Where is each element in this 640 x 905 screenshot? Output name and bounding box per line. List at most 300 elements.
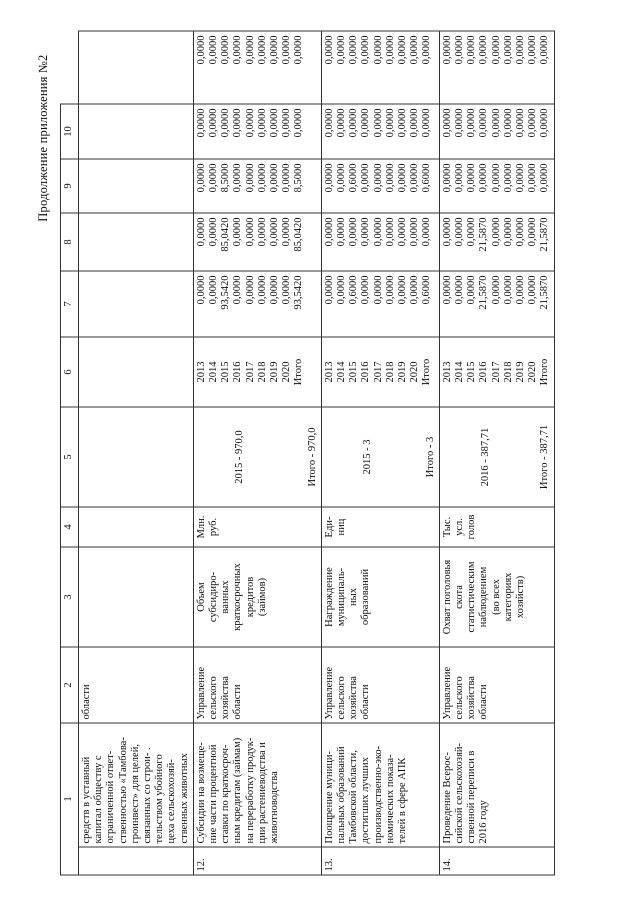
funding-other-cell-line: 0,0000: [360, 35, 372, 64]
year-list-cell-line: 2020: [409, 361, 421, 382]
funding-local-cell-line: 0,0000: [527, 108, 539, 137]
funding-total-cell: [321, 271, 439, 337]
measure-name-cell-line: Проведение Всерос-: [441, 751, 453, 843]
funding-regional-cell: [321, 159, 439, 213]
target-value-cell: [193, 407, 321, 507]
funding-total-cell-line: 0,0000: [269, 275, 281, 304]
funding-local-cell-line: 0,0000: [409, 108, 421, 137]
funding-federal-cell: [79, 213, 194, 271]
executor-cell-line: хозяйства: [220, 675, 232, 719]
indicator-cell: [439, 547, 554, 647]
funding-local-cell-line: 0,0000: [360, 108, 372, 137]
target-total-value: Итого - 970,0: [306, 427, 318, 486]
funding-local-cell-line: 0,0000: [478, 108, 490, 137]
indicator-cell-line: Объем: [195, 581, 207, 612]
year-list-cell-line: 2020: [527, 361, 539, 382]
funding-federal-cell-lines: [324, 217, 434, 267]
funding-regional-cell-line: 0,0000: [244, 163, 256, 192]
funding-regional-cell-line: 0,0000: [323, 163, 335, 192]
funding-regional-cell-lines: [324, 163, 434, 209]
funding-other-cell-line: 0,0000: [454, 35, 466, 64]
indicator-cell-line: образований: [360, 568, 372, 625]
target-total-value: Итого - 387,71: [539, 424, 551, 489]
funding-other-cell-line: 0,0000: [490, 35, 502, 64]
funding-federal-cell-line: 85,0420: [220, 217, 232, 252]
executor-cell-lines: [196, 650, 245, 719]
continuation-title: Продолжение приложения №2: [36, 54, 50, 222]
year-list-cell-line: 2015: [220, 361, 232, 382]
funding-total-cell-line: 0,0000: [409, 275, 421, 304]
year-list-cell-line: 2015: [466, 361, 478, 382]
unit-cell: [439, 507, 554, 547]
measure-name-cell-lines: [324, 726, 409, 843]
measure-name-cell-line: производственно-эко-: [372, 745, 384, 843]
year-list-cell-line: 2015: [348, 361, 360, 382]
rotated-page-content: [36, 30, 600, 875]
indicator-cell: [193, 547, 321, 647]
funding-regional-cell-line: 0,0000: [281, 163, 293, 192]
measure-name-cell-line: животноводства: [269, 770, 281, 843]
unit-cell: [193, 507, 321, 547]
indicator-cell-line: краткосрочных: [232, 562, 244, 631]
header-col-4: 4: [61, 507, 79, 547]
indicator-cell-lines: [324, 550, 373, 643]
year-list-cell-line: 2016: [360, 361, 372, 382]
funding-regional-cell-line: 0,0000: [397, 163, 409, 192]
executor-cell-line: области: [360, 683, 372, 719]
measure-name-cell-line: Тамбовской области,: [348, 749, 360, 843]
funding-regional-cell-line: 8,5000: [220, 163, 232, 192]
year-list-cell-lines: [442, 340, 552, 403]
funding-federal-cell-line: 0,0000: [348, 217, 360, 246]
funding-total-cell-line: 0,0000: [281, 275, 293, 304]
funding-other-cell: [321, 31, 439, 104]
year-list-cell-line: 2019: [515, 361, 527, 382]
executor-cell-line: области: [81, 683, 92, 719]
funding-other-cell-line: 0,0000: [293, 35, 305, 64]
indicator-cell-lines: [442, 550, 527, 643]
funding-regional-cell-line: 0,0000: [409, 163, 421, 192]
executor-cell-line: области: [478, 683, 490, 719]
funding-total-cell-line: 0,0000: [466, 275, 478, 304]
header-col-1: 1: [61, 723, 79, 875]
year-list-cell: [321, 337, 439, 407]
funding-federal-cell-line: 85,0420: [293, 217, 305, 252]
year-list-cell-line: 2016: [232, 361, 244, 382]
year-list-cell-line: 2016: [478, 361, 490, 382]
funding-local-cell-line: 0,0000: [490, 108, 502, 137]
executor-cell-line: Управление: [195, 666, 207, 719]
funding-federal-cell-lines: [442, 217, 552, 267]
funding-federal-cell-line: 0,0000: [421, 217, 433, 246]
funding-other-cell-line: 0,0000: [441, 35, 453, 64]
funding-regional-cell-line: 0,0000: [256, 163, 268, 192]
year-list-cell-line: 2017: [372, 361, 384, 382]
unit-cell-line: Тыс.: [441, 516, 453, 537]
unit-cell-line: ниц: [336, 518, 348, 535]
executor-cell-line: сельского: [454, 675, 466, 719]
unit-cell-line: усл.: [454, 517, 466, 536]
funding-other-cell-line: 0,0000: [348, 35, 360, 64]
funding-other-cell-line: 0,0000: [220, 35, 232, 64]
funding-total-cell-line: 0,0000: [256, 275, 268, 304]
measure-name-cell-line: связанных со строи- .: [142, 746, 154, 843]
funding-other-cell-lines: [196, 35, 306, 100]
measure-name-cell-lines: [442, 726, 491, 843]
funding-other-cell-line: 0,0000: [478, 35, 490, 64]
funding-federal-cell-line: 0,0000: [323, 217, 335, 246]
funding-federal-cell: [439, 213, 554, 271]
funding-other-cell-lines: [442, 35, 552, 100]
funding-regional-cell-line: 0,0000: [269, 163, 281, 192]
header-col-10: 10: [61, 104, 79, 159]
unit-cell-line: голов: [466, 514, 478, 539]
indicator-cell-line: (во всех: [490, 578, 502, 615]
unit-cell-line: Еди-: [323, 516, 335, 537]
funding-federal-cell-line: 0,0000: [336, 217, 348, 246]
funding-regional-cell-line: 0,0000: [336, 163, 348, 192]
year-list-cell-lines: [196, 340, 306, 403]
funding-local-cell-line: 0,0000: [232, 108, 244, 137]
funding-other-cell: [439, 31, 554, 104]
unit-cell: [79, 507, 194, 547]
funding-total-cell-line: 0,0000: [244, 275, 256, 304]
indicator-cell-line: (займов): [256, 577, 268, 616]
funding-local-cell-line: 0,0000: [293, 108, 305, 137]
year-list-cell-line: 2013: [323, 361, 335, 382]
funding-regional-cell-line: 0,0000: [360, 163, 372, 192]
indicator-cell-line: категориях: [502, 572, 514, 621]
funding-other-cell-line: 0,0000: [409, 35, 421, 64]
target-value-cell: [79, 407, 194, 507]
funding-federal-cell-line: 0,0000: [360, 217, 372, 246]
funding-regional-cell: [439, 159, 554, 213]
funding-local-cell: [79, 104, 194, 159]
year-list-cell-line: 2020: [281, 361, 293, 382]
funding-total-cell-line: 0,6000: [348, 275, 360, 304]
measure-name-cell: [439, 723, 554, 847]
measure-name-cell-line: ственных животных: [178, 752, 190, 843]
measure-name-cell-lines: [196, 726, 281, 843]
unit-cell: [321, 507, 439, 547]
funding-federal-cell-line: 21,5870: [478, 217, 490, 252]
funding-local-cell-line: 0,0000: [244, 108, 256, 137]
funding-total-cell: [79, 271, 194, 337]
header-col-9: 9: [61, 159, 79, 213]
funding-federal-cell-line: 0,0000: [466, 217, 478, 246]
row-number-cell: 12.: [193, 847, 321, 875]
funding-total-cell-line: 0,0000: [372, 275, 384, 304]
header-col-2: 2: [61, 647, 79, 723]
funding-federal-cell-line: 0,0000: [232, 217, 244, 246]
unit-cell-lines: [442, 510, 479, 543]
funding-local-cell: [321, 104, 439, 159]
funding-regional-cell-line: 0,0000: [232, 163, 244, 192]
funding-other-cell-line: 0,0000: [466, 35, 478, 64]
measure-name-cell-line: телей в сфере АПК: [397, 757, 409, 843]
executor-cell: [193, 647, 321, 723]
executor-cell-lines: [442, 650, 491, 719]
funding-regional-cell-line: 8,5000: [293, 163, 305, 192]
funding-local-cell: [439, 104, 554, 159]
funding-regional-cell-lines: [442, 163, 552, 209]
indicator-cell-line: субсидиро-: [208, 571, 220, 622]
funding-regional-cell-line: 0,0000: [208, 163, 220, 192]
year-list-cell-line: 2014: [336, 361, 348, 382]
funding-regional-cell-line: 0,0000: [478, 163, 490, 192]
funding-other-cell-line: 0,0000: [527, 35, 539, 64]
year-list-cell-line: 2014: [454, 361, 466, 382]
funding-regional-cell-line: 0,6000: [421, 163, 433, 192]
funding-local-cell-line: 0,0000: [195, 108, 207, 137]
funding-regional-cell-line: 0,0000: [539, 163, 551, 192]
funding-total-cell-line: 0,0000: [323, 275, 335, 304]
funding-total-cell: [439, 271, 554, 337]
funding-other-cell-line: 0,0000: [281, 35, 293, 64]
year-list-cell-line: 2017: [490, 361, 502, 382]
funding-local-cell-line: 0,0000: [323, 108, 335, 137]
measure-name-cell-lines: [81, 726, 191, 843]
funding-local-cell-lines: [324, 108, 434, 155]
funding-regional-cell: [79, 159, 194, 213]
target-total-value: Итого - 3: [424, 436, 436, 477]
header-col-3: 3: [61, 547, 79, 647]
funding-federal-cell-line: 0,0000: [384, 217, 396, 246]
measure-name-cell: [79, 723, 194, 847]
funding-regional-cell-line: 0,0000: [490, 163, 502, 192]
funding-local-cell-line: 0,0000: [348, 108, 360, 137]
funding-other-cell-line: 0,0000: [208, 35, 220, 64]
funding-federal-cell-line: 0,0000: [515, 217, 527, 246]
unit-cell-lines: [324, 510, 348, 543]
indicator-cell-line: кредитов: [244, 576, 256, 617]
measure-name-cell-line: сийской сельскохозяй-: [454, 742, 466, 843]
executor-cell-line: Управление: [441, 666, 453, 719]
funding-federal-cell-lines: [196, 217, 306, 267]
measure-name-cell-line: 2016 году: [478, 799, 490, 843]
funding-federal-cell-line: 0,0000: [527, 217, 539, 246]
funding-federal-cell: [193, 213, 321, 271]
executor-cell-line: сельского: [208, 675, 220, 719]
executor-cell-line: сельского: [336, 675, 348, 719]
funding-local-cell-line: 0,0000: [220, 108, 232, 137]
funding-local-cell-line: 0,0000: [441, 108, 453, 137]
year-list-cell-line: Итого: [293, 358, 305, 385]
funding-other-cell-lines: [324, 35, 434, 100]
table-body: [79, 31, 555, 875]
funding-regional-cell-line: 0,0000: [502, 163, 514, 192]
year-list-cell: [79, 337, 194, 407]
indicator-cell-line: скота: [454, 584, 466, 609]
funding-total-cell-line: 21,5870: [478, 275, 490, 310]
funding-local-cell-line: 0,0000: [372, 108, 384, 137]
funding-other-cell-line: 0,0000: [502, 35, 514, 64]
funding-other-cell-line: 0,0000: [323, 35, 335, 64]
funding-federal-cell-line: 0,0000: [244, 217, 256, 246]
funding-regional-cell-line: 0,6000: [348, 163, 360, 192]
funding-federal-cell-line: 0,0000: [490, 217, 502, 246]
executor-cell-line: хозяйства: [348, 675, 360, 719]
funding-total-cell-line: 0,6000: [421, 275, 433, 304]
funding-federal-cell-line: 0,0000: [397, 217, 409, 246]
funding-federal-cell-line: 0,0000: [441, 217, 453, 246]
executor-cell-line: Управление: [323, 666, 335, 719]
table-row: [439, 31, 554, 875]
funding-federal-cell-line: 0,0000: [372, 217, 384, 246]
funding-local-cell-line: 0,0000: [397, 108, 409, 137]
funding-regional-cell-line: 0,0000: [195, 163, 207, 192]
unit-cell-lines: [196, 510, 220, 543]
executor-cell: [321, 647, 439, 723]
program-measures-table: [60, 30, 555, 875]
year-list-cell: [439, 337, 554, 407]
indicator-cell: [79, 547, 194, 647]
funding-total-cell-line: 21,5870: [539, 275, 551, 310]
funding-local-cell-line: 0,0000: [421, 108, 433, 137]
funding-federal-cell-line: 0,0000: [502, 217, 514, 246]
funding-federal-cell-line: 0,0000: [208, 217, 220, 246]
header-col-8: 8: [61, 213, 79, 271]
funding-federal-cell-line: 0,0000: [281, 217, 293, 246]
funding-other-cell-line: 0,0000: [256, 35, 268, 64]
year-list-cell-line: Итого: [421, 358, 433, 385]
funding-local-cell-line: 0,0000: [269, 108, 281, 137]
funding-regional-cell-line: 0,0000: [441, 163, 453, 192]
funding-regional-cell-line: 0,0000: [527, 163, 539, 192]
target-value-cell: [321, 407, 439, 507]
measure-name-cell-line: капитал обществу с: [93, 754, 105, 843]
table-row: [321, 31, 439, 875]
funding-total-cell-line: 0,0000: [336, 275, 348, 304]
funding-other-cell-line: 0,0000: [384, 35, 396, 64]
measure-name-cell-line: ставки по краткосроч-: [220, 744, 232, 843]
funding-total-cell-line: 0,0000: [441, 275, 453, 304]
executor-cell: [79, 647, 194, 723]
unit-cell-line: руб.: [208, 517, 220, 536]
target-value-cell: [439, 407, 554, 507]
funding-other-cell-line: 0,0000: [244, 35, 256, 64]
funding-other-cell-line: 0,0000: [539, 35, 551, 64]
measure-name-cell-line: ограниченной ответ-: [105, 750, 117, 843]
funding-other-cell: [79, 31, 194, 104]
funding-regional-cell: [193, 159, 321, 213]
measure-name-cell-line: ным кредитам (займам): [232, 737, 244, 843]
header-row: [61, 31, 79, 875]
funding-other-cell-line: 0,0000: [372, 35, 384, 64]
funding-other-cell: [193, 31, 321, 104]
measure-name-cell-line: ственной переписи в: [466, 750, 478, 843]
indicator-cell: [321, 547, 439, 647]
executor-cell-line: хозяйства: [466, 675, 478, 719]
executor-cell-line: области: [232, 683, 244, 719]
year-list-cell-lines: [324, 340, 434, 403]
funding-local-cell-line: 0,0000: [256, 108, 268, 137]
header-col-6: 6: [61, 337, 79, 407]
funding-total-cell-lines: [324, 275, 434, 333]
funding-total-cell-line: 0,0000: [527, 275, 539, 304]
year-list-cell-line: 2018: [256, 361, 268, 382]
measure-name-cell-line: достигших лучших: [360, 756, 372, 843]
indicator-cell-line: Награждение: [323, 566, 335, 627]
year-list-cell-line: 2014: [208, 361, 220, 382]
funding-federal-cell-line: 0,0000: [256, 217, 268, 246]
indicator-cell-line: муниципаль-: [336, 567, 348, 626]
funding-total-cell-line: 93,5420: [220, 275, 232, 310]
funding-federal-cell-line: 0,0000: [269, 217, 281, 246]
funding-total-cell-line: 0,0000: [195, 275, 207, 304]
table-row: [79, 31, 194, 875]
funding-local-cell-line: 0,0000: [515, 108, 527, 137]
funding-total-cell-line: 0,0000: [232, 275, 244, 304]
funding-federal-cell-line: 0,0000: [195, 217, 207, 246]
funding-total-cell-line: 0,0000: [384, 275, 396, 304]
measure-name-cell-line: гроинвест» для целей,: [129, 743, 141, 843]
measure-name-cell-line: средств в уставный: [81, 756, 92, 843]
funding-local-cell-line: 0,0000: [208, 108, 220, 137]
measure-name-cell-line: ции растениеводства и: [256, 741, 268, 843]
funding-local-cell-line: 0,0000: [281, 108, 293, 137]
funding-total-cell-lines: [442, 275, 552, 333]
target-year-value: 2016 - 387,71: [479, 427, 491, 486]
target-year-value: 2015 - 970,0: [233, 429, 245, 484]
funding-other-cell-line: 0,0000: [195, 35, 207, 64]
measure-name-cell-line: номических показа-: [384, 753, 396, 843]
measure-name-cell-line: Поощрение муници-: [323, 750, 335, 843]
year-list-cell-line: 2019: [397, 361, 409, 382]
indicator-cell-lines: [196, 550, 269, 643]
funding-total-cell-line: 0,0000: [454, 275, 466, 304]
funding-total-cell-lines: [196, 275, 306, 333]
funding-regional-cell-line: 0,0000: [466, 163, 478, 192]
header-col-5: 5: [61, 407, 79, 507]
executor-cell: [439, 647, 554, 723]
table-row: [193, 31, 321, 875]
funding-other-cell-line: 0,0000: [515, 35, 527, 64]
funding-other-cell-line: 0,0000: [336, 35, 348, 64]
indicator-cell-line: статистическим: [466, 560, 478, 633]
measure-name-cell-line: ние части процентной: [208, 743, 220, 843]
funding-local-cell-line: 0,0000: [384, 108, 396, 137]
target-year-value: 2015 - 3: [361, 439, 373, 474]
indicator-cell-line: ванных: [220, 579, 232, 614]
executor-cell-lines: [81, 650, 93, 719]
funding-total-cell-line: 0,0000: [502, 275, 514, 304]
year-list-cell-line: 2013: [441, 361, 453, 382]
row-number-cell: 13.: [321, 847, 439, 875]
indicator-cell-line: хозяйств): [515, 575, 527, 618]
indicator-cell-line: ных: [348, 587, 360, 606]
funding-other-cell-line: 0,0000: [421, 35, 433, 64]
funding-local-cell-line: 0,0000: [502, 108, 514, 137]
funding-federal-cell: [321, 213, 439, 271]
year-list-cell-line: 2013: [195, 361, 207, 382]
funding-local-cell-lines: [196, 108, 306, 155]
funding-total-cell-line: 0,0000: [490, 275, 502, 304]
year-list-cell-line: Итого: [539, 358, 551, 385]
measure-name-cell-line: на переработку продук-: [244, 737, 256, 843]
funding-other-cell-line: 0,0000: [269, 35, 281, 64]
measure-name-cell-line: Субсидии на возмеще-: [195, 741, 207, 843]
measure-name-cell-line: пальных образований: [336, 745, 348, 843]
measure-name-cell-line: тельством убойного: [154, 753, 166, 843]
funding-total-cell-line: 0,0000: [360, 275, 372, 304]
funding-local-cell-line: 0,0000: [336, 108, 348, 137]
year-list-cell-line: 2019: [269, 361, 281, 382]
funding-total-cell-line: 0,0000: [208, 275, 220, 304]
indicator-cell-line: Охват поголовья: [441, 559, 453, 634]
funding-total-cell-line: 93,5420: [293, 275, 305, 310]
funding-federal-cell-line: 21,5870: [539, 217, 551, 252]
